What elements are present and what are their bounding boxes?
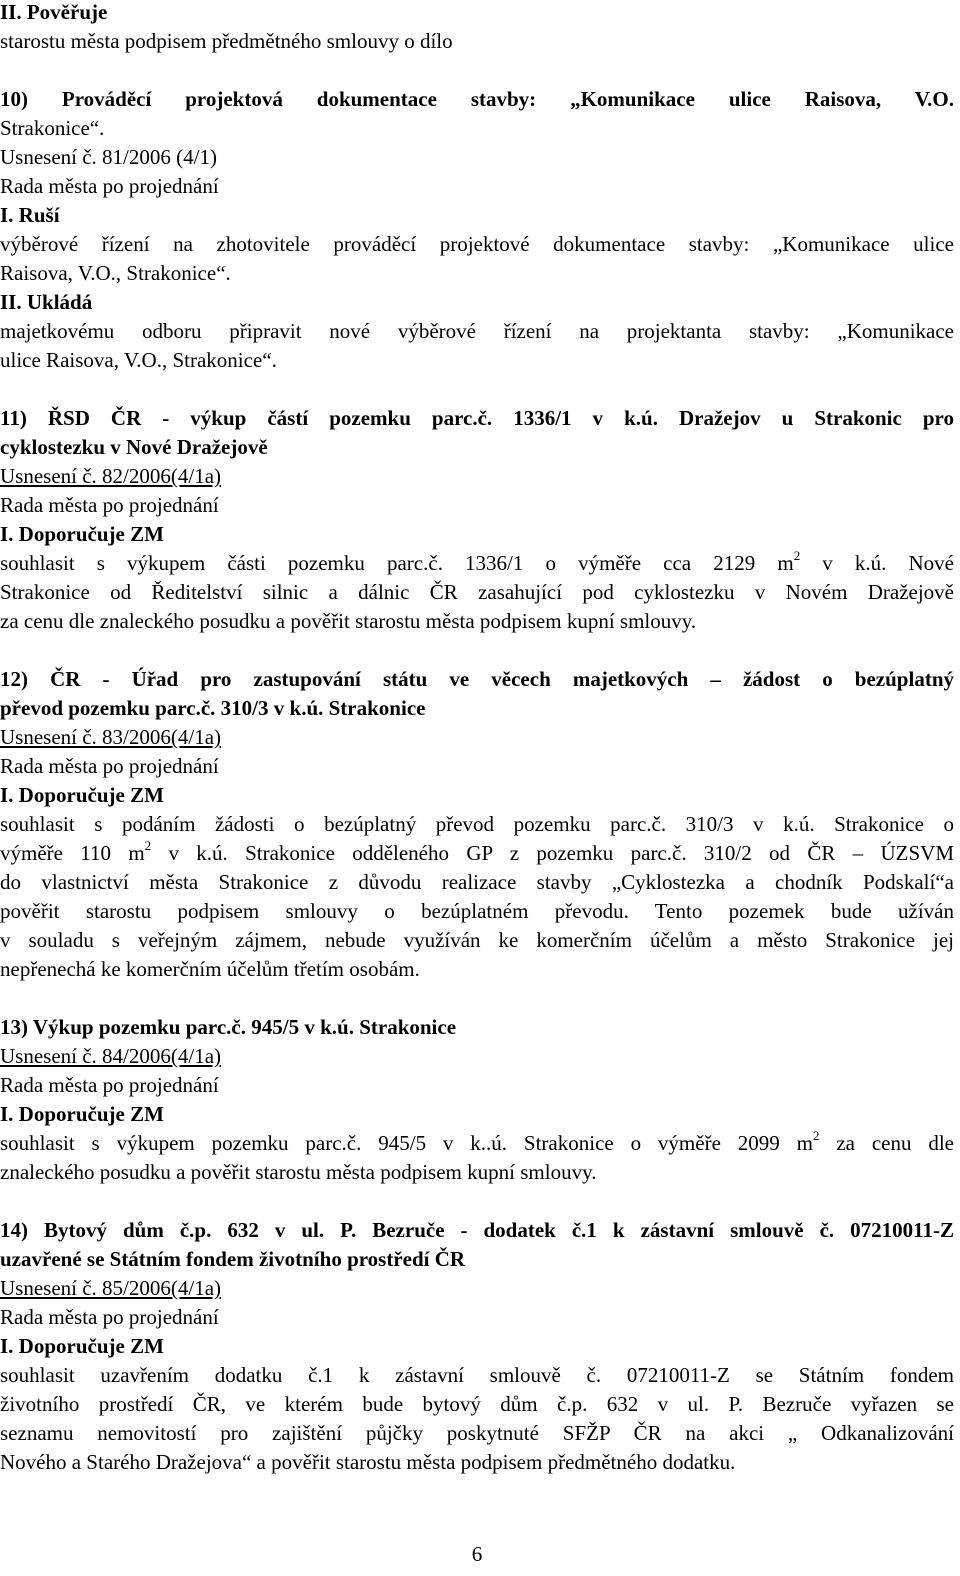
section-14: [0, 1216, 954, 1477]
paragraph-line: pověřit starostu podpisem smlouvy o bezúplatném převodu. Tento pozemek bude užíván: [0, 899, 954, 923]
paragraph-line: souhlasit s výkupem pozemku parc.č. 945/5 v k..ú. Strakonice o výměře 2099 $m^2$ za cenu dle: [0, 1128, 954, 1155]
heading-doporucuje: I. Doporučuje ZM: [0, 522, 164, 546]
section-title-cont: uzavřené se Státním fondem životního prostředí ČR: [0, 1247, 466, 1271]
council-line: Rada města po projednání: [0, 754, 219, 778]
heading-rusi: I. Ruší: [0, 203, 60, 227]
section-9: [0, 0, 954, 56]
paragraph-line: ulice Raisova, V.O., Strakonice“.: [0, 348, 277, 372]
heading-doporucuje: I. Doporučuje ZM: [0, 1334, 164, 1358]
paragraph-line: Raisova, V.O., Strakonice“.: [0, 261, 231, 285]
paragraph-line: znaleckého posudku a pověřit starostu města podpisem kupní smlouvy.: [0, 1160, 597, 1184]
heading-uklada: II. Ukládá: [0, 290, 93, 314]
resolution-number: Usnesení č. 85/2006(4/1a): [0, 1276, 222, 1300]
section-title: 13) Výkup pozemku parc.č. 945/5 v k.ú. Strakonice: [0, 1015, 457, 1039]
paragraph-line: souhlasit s výkupem části pozemku parc.č. 1336/1 o výměře cca 2129 $m^2$ v k.ú. Nové: [0, 548, 954, 575]
heading-doporucuje: I. Doporučuje ZM: [0, 783, 164, 807]
section-title-cont: převod pozemku parc.č. 310/3 v k.ú. Strakonice: [0, 696, 426, 720]
paragraph-line: majetkovému odboru připravit nové výběrové řízení na projektanta stavby: „Komunikace: [0, 319, 954, 343]
paragraph-text: starostu města podpisem předmětného smlouvy o dílo: [0, 29, 453, 53]
paragraph-line: výměře 110 $m^2$ v k.ú. Strakonice odděleného GP z pozemku parc.č. 310/2 od ČR – ÚZSVM: [0, 838, 954, 865]
superscript: 2: [812, 1128, 820, 1143]
council-line: Rada města po projednání: [0, 174, 219, 198]
paragraph-line: Strakonice od Ředitelství silnic a dálnic ČR zasahující pod cyklostezku v Novém Dražejově: [0, 580, 954, 604]
paragraph-line: do vlastnictví města Strakonice z důvodu realizace stavby „Cyklostezka a chodník Podskalí“a: [0, 870, 954, 894]
paragraph-line: Nového a Starého Dražejova“ a pověřit starostu města podpisem předmětného dodatku.: [0, 1450, 736, 1474]
paragraph-line: v souladu s veřejným zájmem, nebude využíván ke komerčním účelům a město Strakonice jej: [0, 928, 954, 952]
section-11: [0, 404, 954, 636]
heading-poveruje: II. Pověřuje: [0, 0, 108, 24]
council-line: Rada města po projednání: [0, 1305, 219, 1329]
section-title: 12) ČR - Úřad pro zastupování státu ve věcech majetkových – žádost o bezúplatný: [0, 667, 954, 691]
section-13: [0, 1013, 954, 1187]
section-12: [0, 665, 954, 984]
paragraph-line: souhlasit s podáním žádosti o bezúplatný převod pozemku parc.č. 310/3 v k.ú. Strakonice o: [0, 812, 954, 836]
paragraph-line: souhlasit uzavřením dodatku č.1 k zástavní smlouvě č. 07210011-Z se Státním fondem: [0, 1363, 954, 1387]
paragraph-line: za cenu dle znaleckého posudku a pověřit starostu města podpisem kupní smlouvy.: [0, 609, 697, 633]
page-number: 6: [471, 1542, 483, 1566]
paragraph-line: životního prostředí ČR, ve kterém bude bytový dům č.p. 632 v ul. P. Bezruče vyřazen se: [0, 1392, 954, 1416]
heading-doporucuje: I. Doporučuje ZM: [0, 1102, 164, 1126]
council-line: Rada města po projednání: [0, 493, 219, 517]
section-title-cont: cyklostezku v Nové Dražejově: [0, 435, 268, 459]
paragraph-line: výběrové řízení na zhotovitele prováděcí projektové dokumentace stavby: „Komunikace ulice: [0, 232, 954, 256]
resolution-number: Usnesení č. 84/2006(4/1a): [0, 1044, 222, 1068]
paragraph-line: seznamu nemovitostí pro zajištění půjčky poskytnuté SFŽP ČR na akci „ Odkanalizování: [0, 1421, 954, 1445]
resolution-number: Usnesení č. 82/2006(4/1a): [0, 464, 222, 488]
paragraph-line: nepřenechá ke komerčním účelům třetím osobám.: [0, 957, 420, 981]
resolution-number: Usnesení č. 83/2006(4/1a): [0, 725, 222, 749]
resolution-number: Usnesení č. 81/2006 (4/1): [0, 145, 217, 169]
section-title: 10) Prováděcí projektová dokumentace stavby: „Komunikace ulice Raisova, V.O.: [0, 87, 954, 111]
section-title: 11) ŘSD ČR - výkup částí pozemku parc.č. 1336/1 v k.ú. Dražejov u Strakonic pro: [0, 406, 954, 430]
section-title: 14) Bytový dům č.p. 632 v ul. P. Bezruče - dodatek č.1 k zástavní smlouvě č. 07210011-Z: [0, 1218, 954, 1242]
superscript: 2: [793, 548, 801, 563]
section-10: [0, 85, 954, 375]
superscript: 2: [144, 838, 152, 853]
section-title-cont: Strakonice“.: [0, 116, 105, 140]
council-line: Rada města po projednání: [0, 1073, 219, 1097]
